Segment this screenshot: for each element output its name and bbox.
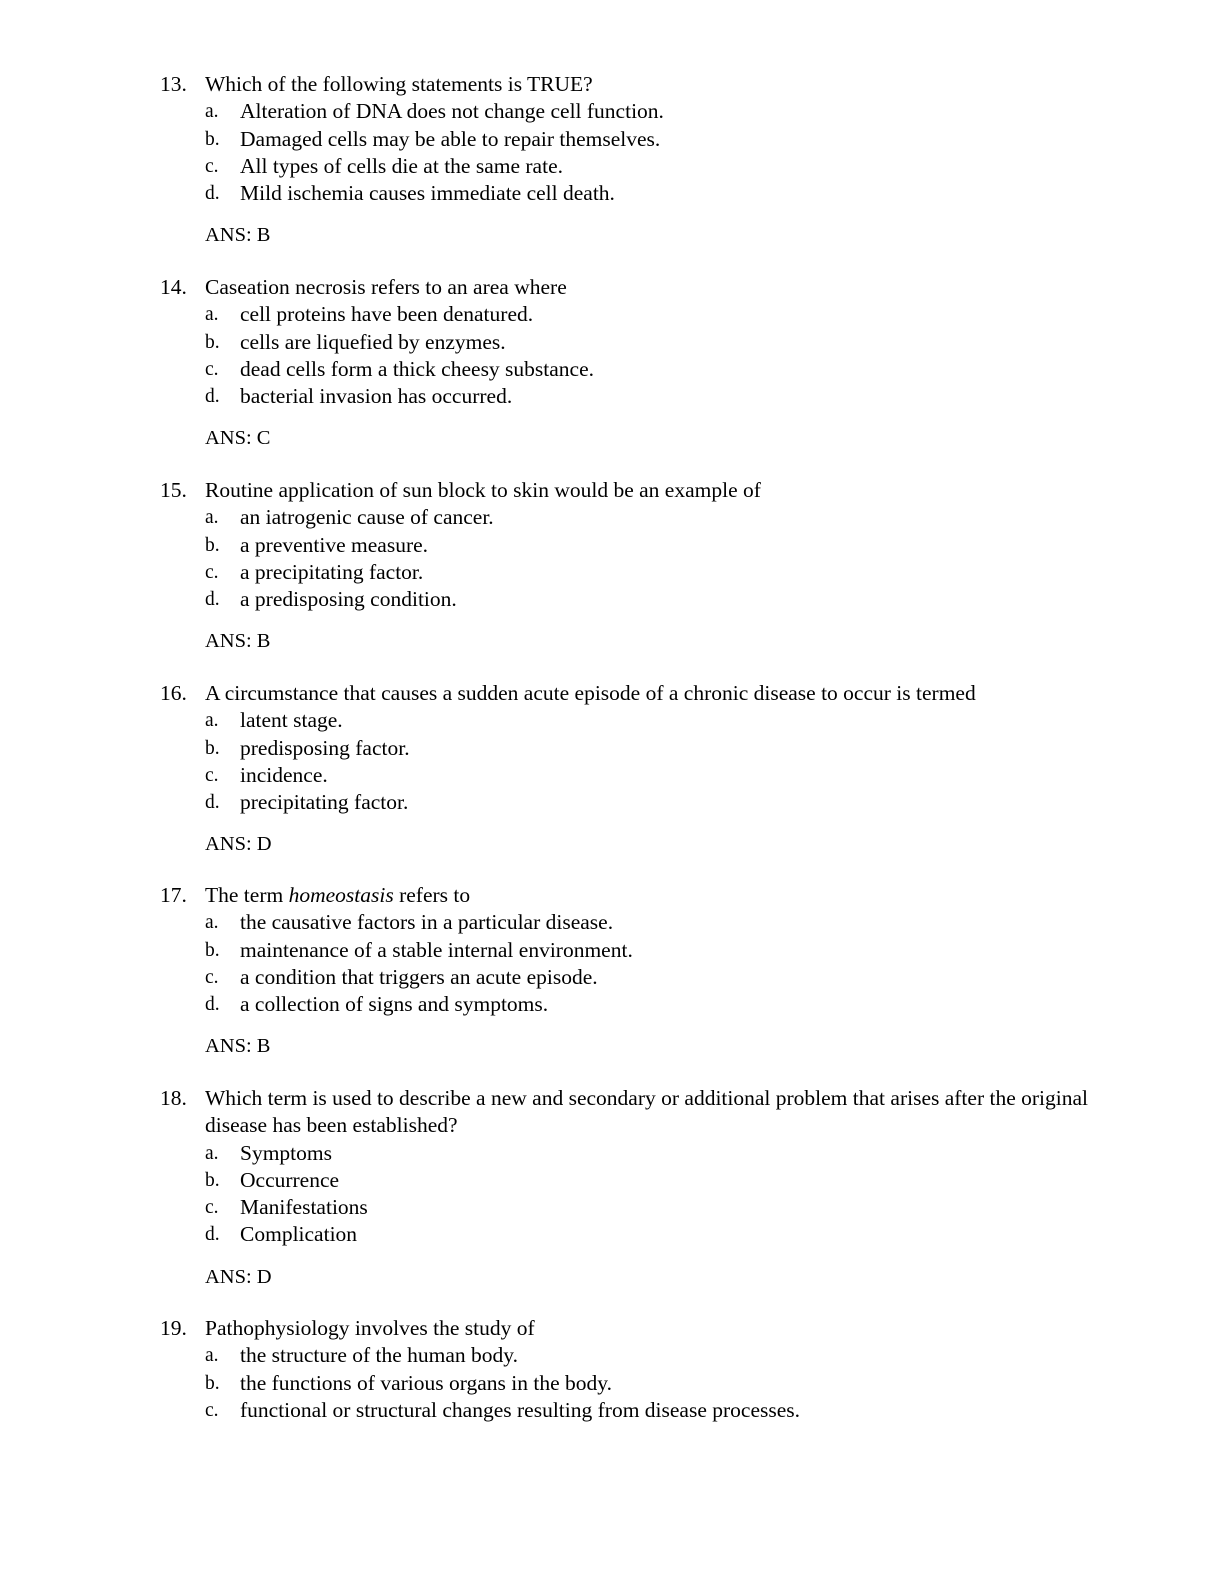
option-letter: b. [205, 939, 220, 961]
answer-option-d [160, 1221, 1120, 1248]
answer-option-c [160, 964, 1120, 991]
question-stem [160, 1315, 1120, 1342]
question-14 [160, 274, 1120, 452]
option-text: functional or structural changes resulting from disease processes. [240, 1397, 801, 1422]
question-text: Which term is used to describe a new and secondary or additional problem that arises after the original disease has been established? [205, 1086, 1088, 1138]
answer-option-c [160, 559, 1120, 586]
answer-value: B [256, 1035, 271, 1058]
question-text: Pathophysiology involves the study of [205, 1316, 535, 1340]
answer-key [160, 1033, 1120, 1060]
question-17 [160, 882, 1120, 1060]
option-letter: d. [205, 386, 220, 408]
answer-value: D [256, 833, 272, 856]
answer-option-d [160, 586, 1120, 613]
answer-label: ANS: [205, 1265, 252, 1288]
answer-option-c [160, 1194, 1120, 1221]
option-text: Mild ischemia causes immediate cell death. [240, 181, 615, 206]
question-number: 19. [160, 1316, 187, 1340]
option-letter: a. [205, 304, 219, 326]
option-letter: b. [205, 534, 220, 556]
question-text: Caseation necrosis refers to an area where [205, 275, 567, 299]
question-number: 18. [160, 1086, 187, 1110]
question-text-before: The term [205, 883, 289, 907]
answer-value: D [256, 1265, 272, 1288]
option-letter: b. [205, 331, 220, 353]
question-stem [160, 882, 1120, 909]
question-16 [160, 680, 1120, 858]
answer-value: B [256, 630, 271, 653]
option-letter: a. [205, 912, 219, 934]
option-text: cell proteins have been denatured. [240, 302, 534, 327]
option-text: cells are liquefied by enzymes. [240, 329, 506, 354]
option-text: a condition that triggers an acute episode. [240, 964, 598, 989]
answer-option-a [160, 707, 1120, 734]
option-letter: d. [205, 792, 220, 814]
option-text: a preventive measure. [240, 532, 429, 557]
option-letter: b. [205, 737, 220, 759]
question-stem [160, 274, 1120, 301]
question-19 [160, 1315, 1120, 1424]
option-letter: b. [205, 128, 220, 150]
option-text: Alteration of DNA does not change cell function. [240, 99, 664, 124]
option-text: a collection of signs and symptoms. [240, 992, 549, 1017]
answer-key [160, 425, 1120, 452]
answer-option-d [160, 991, 1120, 1018]
option-letter: d. [205, 1224, 220, 1246]
question-13 [160, 71, 1120, 249]
option-letter: c. [205, 561, 219, 583]
option-letter: c. [205, 966, 219, 988]
question-text: Routine application of sun block to skin would be an example of [205, 478, 761, 502]
option-text: an iatrogenic cause of cancer. [240, 505, 494, 530]
option-text: Manifestations [240, 1195, 368, 1220]
answer-option-b [160, 126, 1120, 153]
option-letter: b. [205, 1372, 220, 1394]
answer-key [160, 628, 1120, 655]
answer-option-a [160, 1140, 1120, 1167]
answer-value: C [256, 427, 271, 450]
option-letter: c. [205, 1399, 219, 1421]
option-text: Symptoms [240, 1140, 332, 1165]
option-text: predisposing factor. [240, 735, 410, 760]
answer-label: ANS: [205, 833, 252, 856]
option-text: incidence. [240, 762, 328, 787]
option-letter: a. [205, 507, 219, 529]
option-text: Damaged cells may be able to repair themselves. [240, 126, 661, 151]
answer-option-c [160, 762, 1120, 789]
answer-option-a [160, 98, 1120, 125]
question-text-emphasis: homeostasis [288, 883, 394, 907]
question-number: 15. [160, 478, 187, 502]
option-text: latent stage. [240, 708, 343, 733]
option-letter: d. [205, 589, 220, 611]
answer-option-c [160, 153, 1120, 180]
answer-option-b [160, 532, 1120, 559]
answer-option-c [160, 1397, 1120, 1424]
answer-key [160, 222, 1120, 249]
question-stem [160, 71, 1120, 98]
option-text: maintenance of a stable internal environment. [240, 937, 633, 962]
question-text: A circumstance that causes a sudden acute episode of a chronic disease to occur is termed [205, 681, 976, 705]
question-text: Which of the following statements is TRUE? [205, 72, 593, 96]
option-letter: a. [205, 710, 219, 732]
answer-option-d [160, 180, 1120, 207]
answer-option-c [160, 356, 1120, 383]
answer-option-a [160, 909, 1120, 936]
question-18 [160, 1085, 1120, 1291]
option-text: dead cells form a thick cheesy substance. [240, 356, 595, 381]
option-text: bacterial invasion has occurred. [240, 384, 513, 409]
answer-option-b [160, 937, 1120, 964]
option-text: Complication [240, 1222, 358, 1247]
answer-key [160, 831, 1120, 858]
answer-option-b [160, 1370, 1120, 1397]
option-letter: a. [205, 1142, 219, 1164]
question-15 [160, 477, 1120, 655]
answer-option-a [160, 1342, 1120, 1369]
option-text: All types of cells die at the same rate. [240, 153, 563, 178]
option-letter: c. [205, 155, 219, 177]
option-letter: d. [205, 183, 220, 205]
answer-option-a [160, 301, 1120, 328]
answer-option-b [160, 329, 1120, 356]
answer-option-d [160, 383, 1120, 410]
answer-label: ANS: [205, 630, 252, 653]
answer-option-b [160, 1167, 1120, 1194]
question-text-after: refers to [393, 883, 471, 907]
option-letter: c. [205, 764, 219, 786]
question-number: 17. [160, 883, 187, 907]
option-letter: c. [205, 1197, 219, 1219]
option-letter: a. [205, 1345, 219, 1367]
answer-option-d [160, 789, 1120, 816]
answer-value: B [256, 224, 271, 247]
question-number: 14. [160, 275, 187, 299]
question-stem [160, 477, 1120, 504]
question-stem [160, 1085, 1120, 1140]
option-letter: b. [205, 1169, 220, 1191]
option-text: the causative factors in a particular disease. [240, 910, 614, 935]
question-number: 16. [160, 681, 187, 705]
option-text: the structure of the human body. [240, 1343, 519, 1368]
option-text: a precipitating factor. [240, 559, 424, 584]
answer-key [160, 1264, 1120, 1291]
answer-option-b [160, 735, 1120, 762]
option-text: the functions of various organs in the body. [240, 1370, 613, 1395]
option-text: precipitating factor. [240, 790, 409, 815]
option-letter: a. [205, 101, 219, 123]
answer-label: ANS: [205, 427, 252, 450]
question-stem [160, 680, 1120, 707]
answer-label: ANS: [205, 1035, 252, 1058]
option-letter: d. [205, 994, 220, 1016]
option-letter: c. [205, 358, 219, 380]
option-text: Occurrence [240, 1167, 340, 1192]
question-number: 13. [160, 72, 187, 96]
option-text: a predisposing condition. [240, 587, 457, 612]
answer-option-a [160, 504, 1120, 531]
answer-label: ANS: [205, 224, 252, 247]
